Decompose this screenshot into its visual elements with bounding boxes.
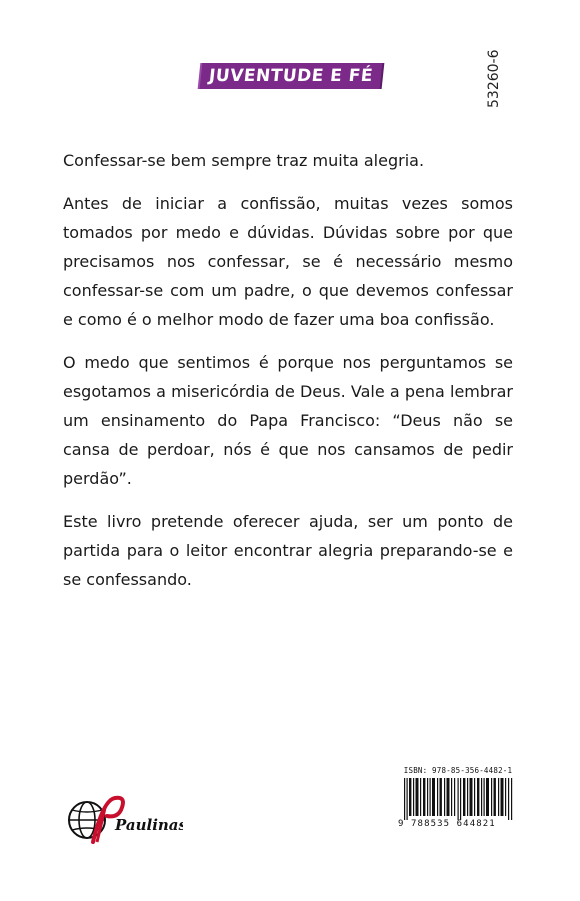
publisher-logo xyxy=(63,790,183,850)
back-cover-text xyxy=(63,146,513,608)
paragraph: Antes de iniciar a confissão, muitas vezes somos tomados por medo e dúvidas. Dúvidas sobre por que precisamos nos confessar, se é necessário mesmo confessar-se com um padre, o que devemos confessar e como é o melhor modo de fazer uma boa confissão. xyxy=(63,194,513,329)
isbn-label: ISBN: 978-85-356-4482-1 xyxy=(403,766,513,775)
paragraph: O medo que sentimos é porque nos perguntamos se esgotamos a misericórdia de Deus. Vale a pena lembrar um ensinamento do Papa Francisco: “Deus não se cansa de perdoar, nós é que nos cansamos de pedir perdão”. xyxy=(63,353,513,488)
paragraph: Este livro pretende oferecer ajuda, ser um ponto de partida para o leitor encontrar alegria preparando-se e se confessando. xyxy=(63,512,513,589)
barcode-digits: 9 788535 644821 xyxy=(398,819,496,829)
barcode-bars xyxy=(404,778,514,820)
catalog-code: 53260-6 xyxy=(486,49,502,108)
publisher-name: Paulinas xyxy=(115,816,183,834)
globe-icon xyxy=(63,790,183,850)
series-title-badge xyxy=(200,63,383,89)
barcode xyxy=(398,766,518,832)
paragraph: Confessar-se bem sempre traz muita alegria. xyxy=(63,151,425,170)
series-title: JUVENTUDE E FÉ xyxy=(207,66,374,86)
